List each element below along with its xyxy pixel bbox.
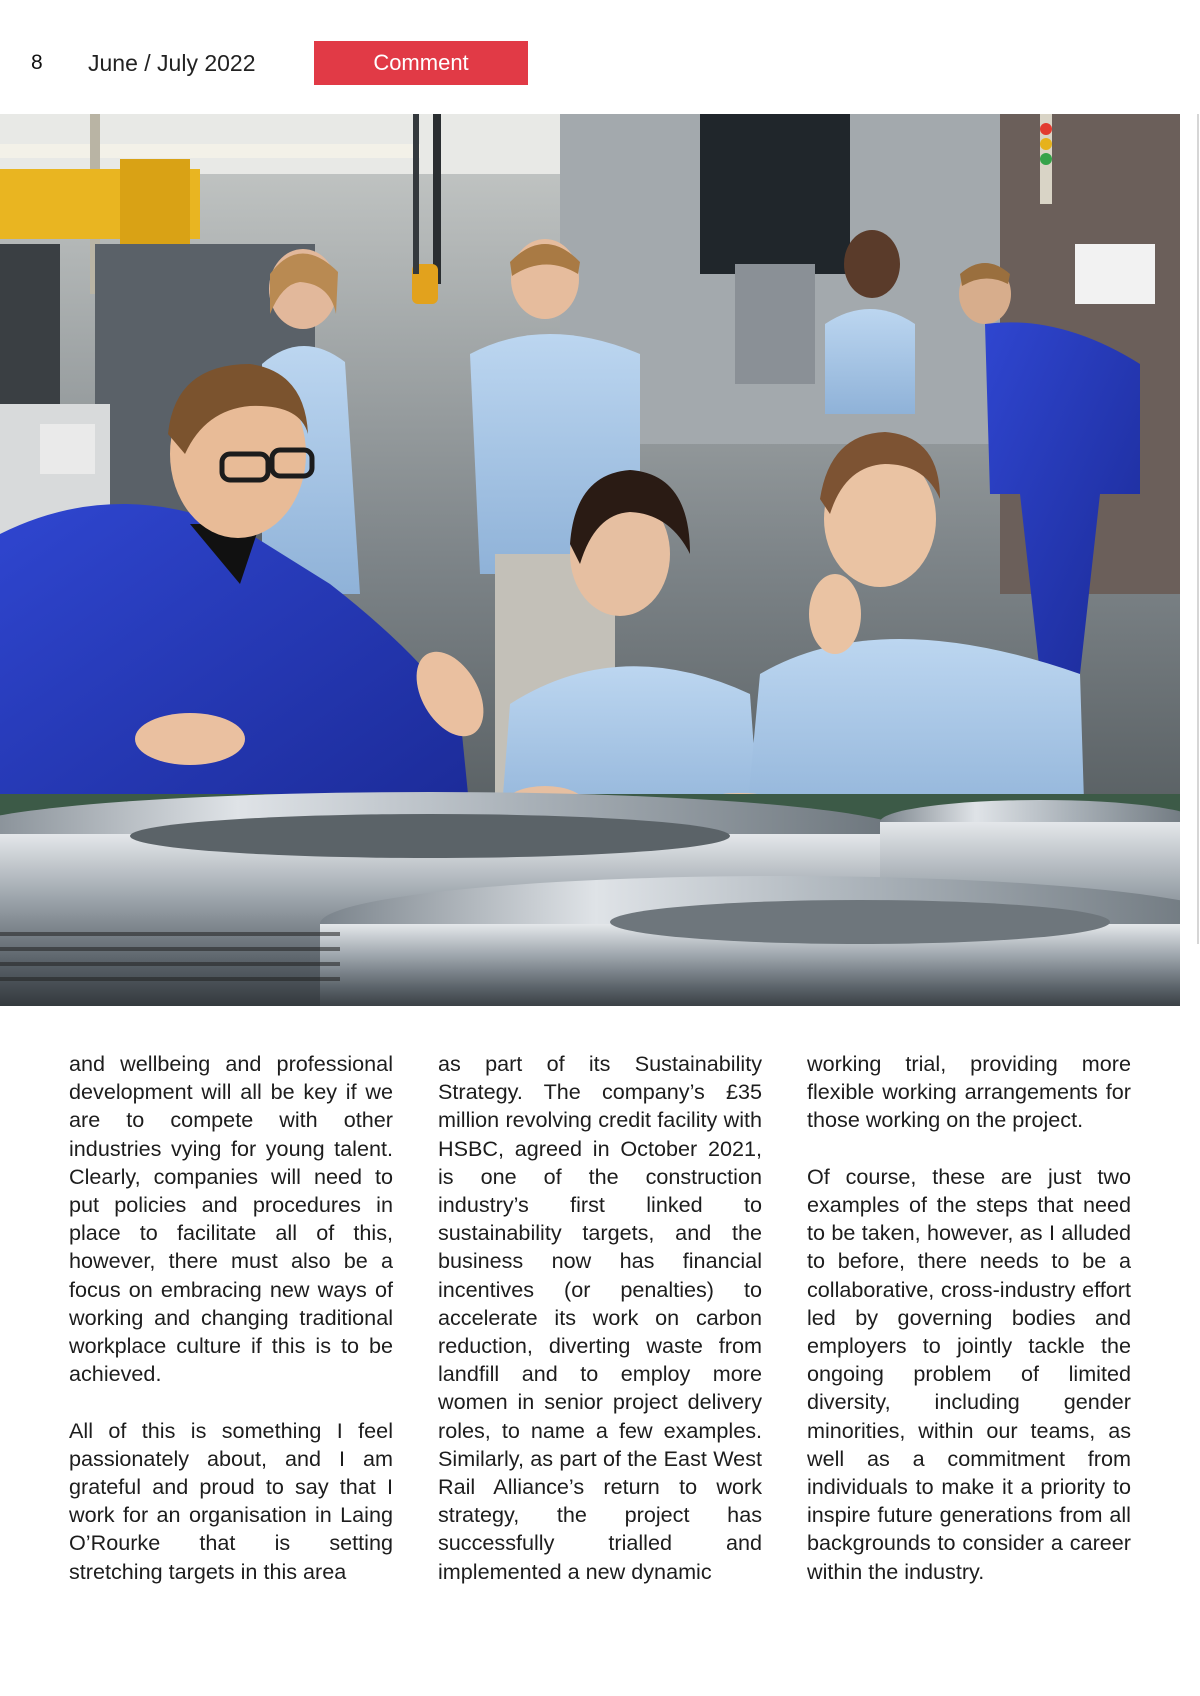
section-tag: Comment <box>314 41 528 85</box>
paragraph: as part of its Sustainability Strategy. The company’s £35 million revolving credit facility with HSBC, agreed in October 2021, is one of the construction industry’s first linked to sustainability targets, and the business now has financial incentives (or penalties) to accelerate its work on carbon reduction, diverting waste from landfill and to employ more women in senior project delivery roles, to name a few examples. Similarly, as part of the East West Rail Alliance’s return to work strategy, the project has successfully trialled and implemented a new dynamic <box>438 1051 762 1584</box>
page-number: 8 <box>31 51 43 74</box>
page-edge-rule <box>1197 114 1199 944</box>
paragraph: All of this is something I feel passionately about, and I am grateful and proud to say that I work for an organisation in Laing O’Rourke that is setting stretching targets in this area <box>69 1417 393 1584</box>
article-body <box>69 1050 1131 1610</box>
issue-date: June / July 2022 <box>88 50 256 76</box>
hero-photo <box>0 114 1180 1006</box>
article-column-1 <box>69 1050 393 1586</box>
paragraph: Of course, these are just two examples of the steps that need to be taken, however, as I alluded to before, there needs to be a collaborative, cross-industry effort led by governing bodies and employers to jointly tackle the ongoing problem of limited diversity, including gender minorities, within our teams, as well as a commitment from individuals to make it a priority to inspire future generations from all backgrounds to consider a career within the industry. <box>807 1163 1131 1584</box>
article-column-3 <box>807 1050 1131 1586</box>
article-column-2 <box>438 1050 762 1586</box>
paragraph: and wellbeing and professional development will all be key if we are to compete with other industries vying for young talent. Clearly, companies will need to put policies and procedures in place to facilitate all of this, however, there must also be a focus on embracing new ways of working and changing traditional workplace culture if this is to be achieved. <box>69 1051 393 1387</box>
paragraph: working trial, providing more flexible working arrangements for those working on the project. <box>807 1051 1131 1133</box>
factory-training-photo <box>0 114 1180 1006</box>
page-header <box>0 0 1200 110</box>
